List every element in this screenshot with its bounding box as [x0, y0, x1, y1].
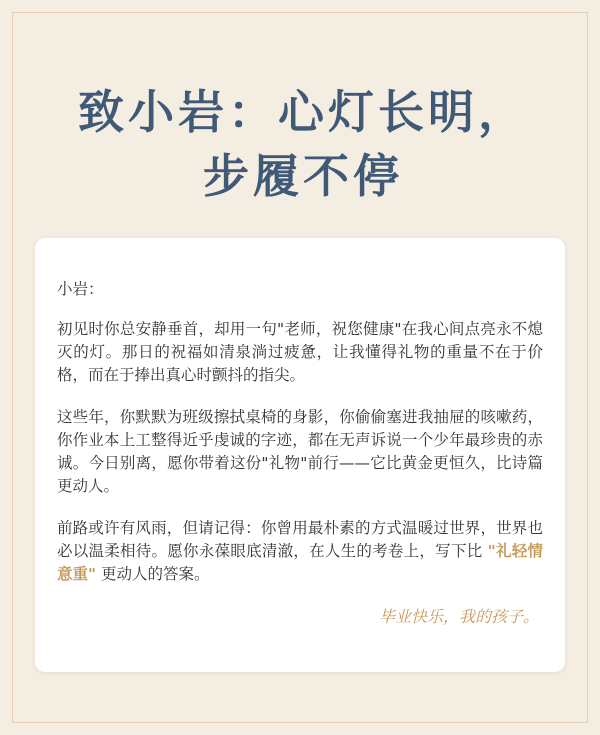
title-line-1: 致小岩：心灯长明， [78, 85, 528, 139]
page-title [0, 82, 600, 206]
letter-paragraph-1: 初见时你总安静垂首，却用一句"老师，祝您健康"在我心间点亮永不熄灭的灯。那日的祝福如清泉淌过疲惫，让我懂得礼物的重量不在于价格，而在于捧出真心时颤抖的指尖。 [57, 320, 543, 384]
letter-closing: 毕业快乐，我的孩子。 [378, 607, 539, 626]
highlighted-phrase: "礼轻情意重" [57, 542, 543, 583]
paragraph-3-text-end: 更动人的答案。 [96, 565, 210, 583]
letter-card [35, 238, 565, 672]
letter-body [57, 278, 543, 605]
letter-paragraph-2: 这些年，你默默为班级擦拭桌椅的身影，你偷偷塞进我抽屉的咳嗽药，你作业本上工整得近乎虔诚的字迹，都在无声诉说一个少年最珍贵的赤诚。今日别离，愿你带着这份"礼物"前行——它比黄金更恒久，比诗篇更动人。 [57, 408, 543, 495]
paragraph-3-text-start: 前路或许有风雨，但请记得：你曾用最朴素的方式温暖过世界，世界也必以温柔相待。愿你永葆眼底清澈，在人生的考卷上，写下比 [57, 519, 543, 560]
letter-greeting: 小岩： [57, 280, 104, 298]
title-line-2: 步履不停 [203, 149, 403, 203]
letter-paragraph-3 [57, 517, 543, 586]
